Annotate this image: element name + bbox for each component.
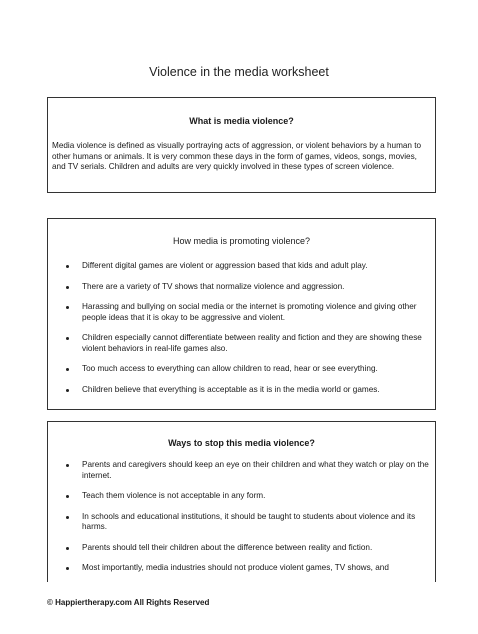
list-item: Too much access to everything can allow children to read, hear or see everything.: [48, 364, 435, 375]
copyright-footer: © Happiertherapy.com All Rights Reserved: [47, 598, 210, 607]
list-item: Different digital games are violent or aggression based that kids and adult play.: [48, 261, 435, 272]
list-item: Children believe that everything is acceptable as it is in the media world or games.: [48, 385, 435, 396]
page-title: Violence in the media worksheet: [149, 65, 329, 79]
section-paragraph: Media violence is defined as visually portraying acts of aggression, or violent behaviors by a human to other humans or animals. It is very common these days in the form of games, videos, songs, movies, and TV serials. Children and adults are very quickly involved in these types of screen violence.: [52, 141, 422, 171]
section-heading: Ways to stop this media violence?: [168, 438, 315, 448]
section-heading: What is media violence?: [189, 116, 294, 126]
list-item: Most importantly, media industries should not produce violent games, TV shows, and: [48, 563, 435, 574]
section-ways-to-stop-violence: [47, 421, 436, 582]
list-item: Parents and caregivers should keep an eye on their children and what they watch or play on the internet.: [48, 460, 435, 481]
list-item: In schools and educational institutions, it should be taught to students about violence and its harms.: [48, 512, 435, 533]
bullet-list: [48, 261, 435, 395]
section-what-is-media-violence: [47, 97, 436, 193]
list-item: Children especially cannot differentiate between reality and fiction and they are showing these violent behaviors in real-life games also.: [48, 333, 435, 354]
section-how-media-promotes-violence: [47, 218, 436, 410]
list-item: There are a variety of TV shows that normalize violence and aggression.: [48, 282, 435, 293]
bullet-list: [48, 460, 435, 574]
section-heading: How media is promoting violence?: [172, 236, 311, 246]
list-item: Harassing and bullying on social media or the internet is promoting violence and giving other people ideas that it is okay to be aggressive and violent.: [48, 302, 435, 323]
list-item: Teach them violence is not acceptable in any form.: [48, 491, 435, 502]
list-item: Parents should tell their children about the difference between reality and fiction.: [48, 543, 435, 554]
